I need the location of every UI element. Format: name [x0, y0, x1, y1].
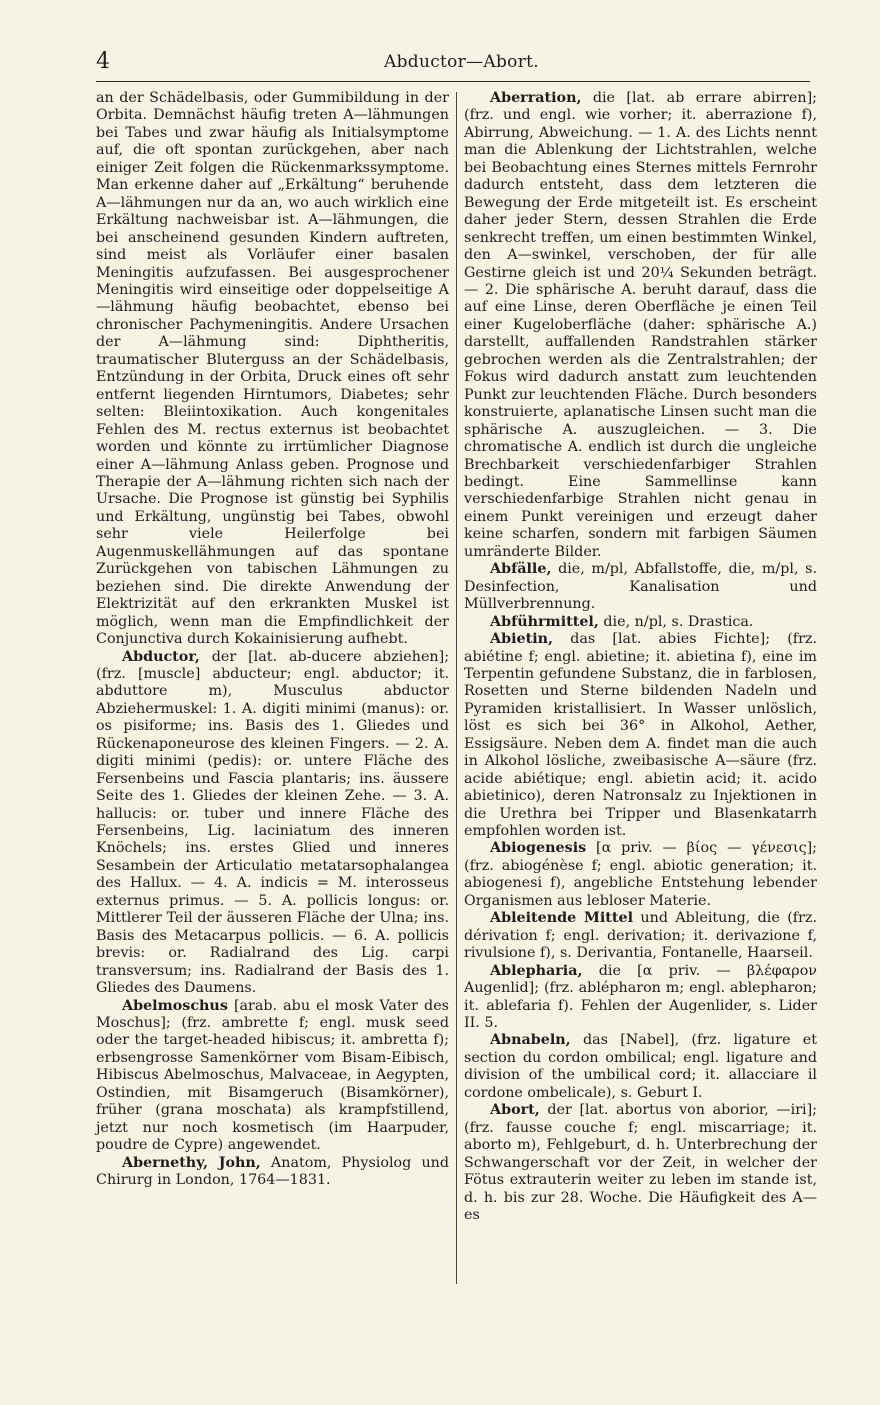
- dictionary-entry: [464, 1102, 817, 1224]
- dictionary-entry: [464, 1032, 817, 1102]
- entry-text: die, n/pl, s. Drastica.: [603, 613, 754, 630]
- entry-text: der [lat. ab-ducere abziehen]; (frz. [muscle] abducteur; engl. abductor; it. abduttore m), Musculus abductor Abziehermuskel: 1. A. digiti minimi (manus): or. os pisiforme; ins. Basis des 1. Gliedes und Rückenaponeurose des kleinen Fingers. — 2. A. digiti minimi (pedis): or. untere Fläche des Fersenbeins und Fascia plantaris; ins. äussere Seite des 1. Gliedes der kleinen Zehe. — 3. A. hallucis: or. tuber und innere Fläche des Fersenbeins, Lig. laciniatum des inneren Knöchels; ins. erstes Glied und inneres Sesambein der Articulatio metatarsophalangea des Hallux. — 4. A. indicis = M. interosseus externus primus. — 5. A. pollicis longus: or. Mittlerer Teil der äusseren Fläche der Ulna; ins. Basis des Metacarpus pollicis. — 6. A. pollicis brevis: or. Radialrand des Lig. carpi transversum; ins. Radialrand der Basis des 1. Gliedes des Daumens.: [96, 648, 450, 997]
- entry-text: die [lat. ab errare abirren]; (frz. und engl. wie vorher; it. aberrazione f), Abirrung, Abweichung. — 1. A. des Lichts nennt man die Ablenkung der Lichtstrahlen, welche bei Beobachtung eines Sternes mittels Fernrohr dadurch entsteht, dass dem letzteren die Bewegung der Erde mitgeteilt ist. Es erscheint daher jeder Stern, dessen Strahlen die Erde senkrecht treffen, um einen bestimmten Winkel, den A—swinkel, verschoben, der für alle Gestirne gleich ist und 20¼ Sekunden beträgt. — 2. Die sphärische A. beruht darauf, dass die auf eine Linse, deren Oberfläche je einen Teil einer Kugeloberfläche (daher: sphärische A.) darstellt, auffallenden Randstrahlen stärker gebrochen werden als die Zentralstrahlen; der Fokus wird dadurch anstatt zum leuchtenden Punkt zur leuchtenden Fläche. Durch besonders konstruierte, aplanatische Linsen sucht man die sphärische A. auszugleichen. — 3. Die chromatische A. endlich ist durch die ungleiche Brechbarkeit verschiedenfarbiger Strahlen bedingt. Eine Sammellinse kann verschiedenfarbige Strahlen nicht genau in einem Punkt vereinigen und erzeugt daher keine scharfen, sondern mit farbigen Säumen umränderte Bilder.: [464, 90, 817, 560]
- dictionary-entry: [464, 561, 817, 613]
- page-header: [96, 50, 810, 76]
- entry-headword: Aberration,: [490, 90, 582, 106]
- entry-text: Anatom, Physiolog und Chirurg in London, 1764—1831.: [96, 1154, 450, 1189]
- dictionary-entry: [464, 614, 817, 631]
- entry-text: der [lat. abortus von aborior, —iri]; (frz. fausse couche f; engl. miscarriage; it. aborto m), Fehlgeburt, d. h. Unterbrechung der Schwangerschaft vor der Zeit, in welcher der Fötus extrauterin weiter zu leben im stande ist, d. h. bis zur 28. Woche. Die Häufigkeit des A—es: [464, 1102, 818, 1223]
- dictionary-entry: [464, 90, 817, 561]
- entry-text: die, m/pl, Abfallstoffe, die, m/pl, s. Desinfection, Kanalisation und Müllverbrennung.: [464, 561, 818, 613]
- entry-headword: Abort,: [490, 1102, 540, 1119]
- dictionary-entry: [96, 998, 449, 1155]
- entry-headword: Abietin,: [490, 631, 554, 648]
- entry-text: [arab. abu el mosk Vater des Moschus]; (frz. ambrette f; engl. musk seed oder the target-headed hibiscus; it. ambretta f); erbsengrosse Samenkörner vom Bisam-Eibisch, Hibiscus Abelmoschus, Malvaceae, in Aegypten, Ostindien, mit Bisamgeruch (Bisamkörner), früher (grana moschata) als krampfstillend, jetzt nur noch kosmetisch (im Haarpuder, poudre de Cypre) angewendet.: [96, 997, 449, 1154]
- entry-headword: Abnabeln,: [490, 1032, 571, 1049]
- entry-headword: Abiogenesis: [490, 840, 587, 857]
- entry-headword: Abführmittel,: [490, 613, 599, 630]
- dictionary-entry: [464, 631, 817, 840]
- entry-text: [α priv. — βίος — γένεσις]; (frz. abiogénèse f; engl. abiotic generation; it. abiogenesi f), angebliche Entstehung lebender Organismen aus lebloser Materie.: [464, 840, 817, 909]
- dictionary-entry: [464, 910, 817, 962]
- entry-headword: Abductor,: [122, 648, 200, 665]
- entry-headword: Abelmoschus: [122, 997, 228, 1014]
- dictionary-entry: [464, 963, 817, 1033]
- entry-text: die [α priv. — βλέφαρον Augenlid]; (frz. ablépharon m; engl. ablepharon; it. ablefaria f). Fehlen der Augenlider, s. Lider II. 5.: [464, 962, 818, 1032]
- page-number: 4: [96, 49, 110, 74]
- column-divider: [456, 92, 457, 1284]
- entry-text: und Ableitung, die (frz. dérivation f; engl. derivation; it. derivazione f, rivulsione f), s. Derivantia, Fontanelle, Haarseil.: [464, 910, 817, 962]
- entry-headword: Ablepharia,: [490, 962, 583, 979]
- entry-headword: Ableitende Mittel: [490, 910, 634, 927]
- dictionary-entry: [96, 649, 449, 998]
- continuation-text: an der Schädelbasis, oder Gummibildung in der Orbita. Demnächst häufig treten A—lähmungen bei Tabes und zwar häufig als Initialsymptome auf, die oft spontan zurückgehen, aber nach einiger Zeit folgen die Rückenmarkssymptome. Man erkenne daher auf „Erkältung“ beruhende A—lähmungen nur da an, wo auch wirklich eine Erkältung nachweisbar ist. A—lähmungen, die bei anscheinend gesunden Kindern auftreten, sind meist als Vorläufer einer basalen Meningitis aufzufassen. Bei ausgesprochener Meningitis wird einseitige oder doppelseitige A—lähmung häufig beobachtet, ebenso bei chronischer Pachymeningitis. Andere Ursachen der A—lähmung sind: Diphtheritis, traumatischer Bluterguss an der Schädelbasis, Entzündung in der Orbita, Druck eines oft sehr entfernt liegenden Hirntumors, Diabetes; sehr selten: Bleiintoxikation. Auch kongenitales Fehlen des M. rectus externus ist beobachtet worden und könnte zu irrtümlicher Diagnose einer A—lähmung Anlass geben. Prognose und Therapie der A—lähmung richten sich nach der Ursache. Die Prognose ist günstig bei Syphilis und Erkältung, ungünstig bei Tabes, obwohl sehr viele Heilerfolge bei Augenmuskellähmungen auf das spontane Zurückgehen von tabischen Lähmungen zu beziehen sind. Die direkte Anwendung der Elektrizität auf den erkrankten Muskel ist möglich, wenn man die Empfindlichkeit der Conjunctiva durch Kokainisierung aufhebt.: [96, 90, 449, 648]
- entry-text: das [lat. abies Fichte]; (frz. abiétine f; engl. abietine; it. abietina f), eine im Terpentin gefundene Substanz, die in farblosen, Rosetten und Sterne bildenden Nadeln und Pyramiden kristallisiert. In Wasser unlöslich, löst es sich bei 36° in Alkohol, Aether, Essigsäure. Neben dem A. findet man die auch in Alkohol lösliche, zweibasische A—säure (frz. acide abiétique; engl. abietin acid; it. acido abietinico), deren Natronsalz zu Injektionen in die Urethra bei Tripper und Blasenkatarrh empfohlen worden ist.: [464, 631, 817, 840]
- dictionary-entry: [464, 840, 817, 910]
- right-column: [464, 90, 817, 1224]
- entry-text: das [Nabel], (frz. ligature et section du cordon ombilical; engl. ligature and division of the umbilical cord; it. allacciare il cordone ombelicale), s. Geburt I.: [464, 1032, 818, 1101]
- entry-headword: Abernethy, John,: [122, 1154, 261, 1171]
- left-column: [96, 90, 449, 1190]
- running-head: Abductor—Abort.: [384, 52, 539, 72]
- header-rule: [96, 81, 810, 82]
- dictionary-entry: [96, 1155, 449, 1190]
- entry-headword: Abfälle,: [490, 561, 552, 578]
